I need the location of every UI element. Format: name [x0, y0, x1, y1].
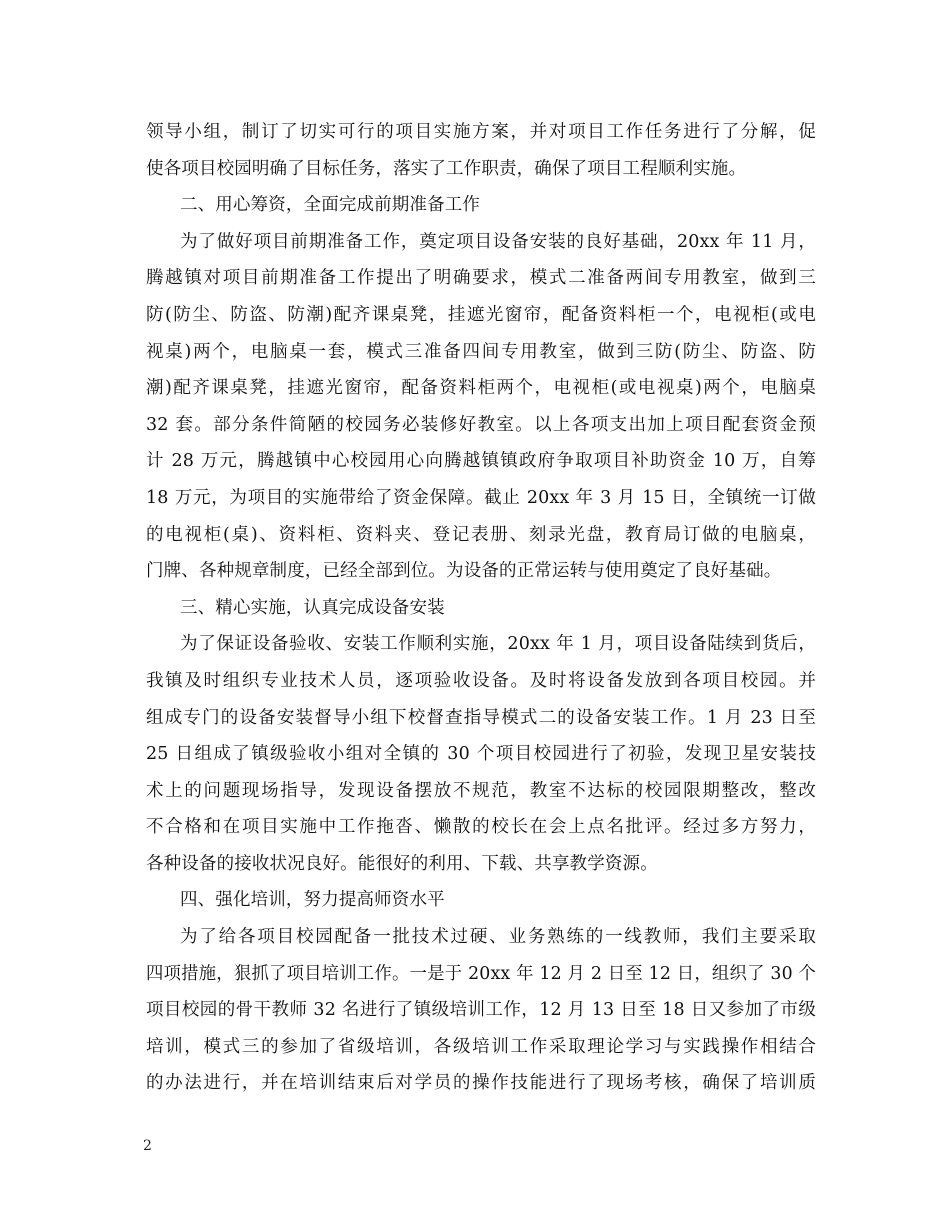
- text-line: 为了做好项目前期准备工作，奠定项目设备安装的良好基础，20xx 年 11 月，: [180, 231, 816, 252]
- text-line: 不合格和在项目实施中工作拖沓、懒散的校长在会上点名批评。经过多方努力，: [146, 817, 816, 838]
- text-line: 四项措施，狠抓了项目培训工作。一是于 20xx 年 12 月 2 日至 12 日，组织了 30 个: [146, 963, 816, 984]
- text-line: 的电视柜(桌)、资料柜、资料夹、登记表册、刻录光盘，教育局订做的电脑桌，: [146, 524, 816, 545]
- text-line: 防(防尘、防盗、防潮)配齐课桌凳，挂遮光窗帘，配备资料柜一个，电视柜(或电: [146, 304, 816, 325]
- text-line: 为了给各项目校园配备一批技术过硬、业务熟练的一线教师，我们主要采取: [180, 927, 816, 948]
- text-line: 培训，模式三的参加了省级培训，各级培训工作采取理论学习与实践操作相结合: [146, 1036, 816, 1057]
- text-line: 三、精心实施，认真完成设备安装: [180, 597, 445, 618]
- text-line: 项目校园的骨干教师 32 名进行了镇级培训工作，12 月 13 日至 18 日又参加了市级: [146, 1000, 816, 1021]
- text-line: 腾越镇对项目前期准备工作提出了明确要求，模式二准备两间专用教室，做到三: [146, 268, 816, 289]
- text-line: 潮)配齐课桌凳，挂遮光窗帘，配备资料柜两个，电视柜(或电视桌)两个，电脑桌: [146, 378, 816, 399]
- text-line: 18 万元，为项目的实施带给了资金保障。截止 20xx 年 3 月 15 日，全镇统一订做: [146, 487, 816, 508]
- text-line: 使各项目校园明确了目标任务，落实了工作职责，确保了项目工程顺利实施。: [146, 158, 747, 179]
- text-line: 领导小组，制订了切实可行的项目实施方案，并对项目工作任务进行了分解，促: [146, 122, 816, 142]
- text-line: 32 套。部分条件简陋的校园务必装修好教室。以上各项支出加上项目配套资金预: [146, 414, 816, 435]
- text-line: 四、强化培训，努力提高师资水平: [180, 890, 445, 911]
- text-line: 的办法进行，并在培训结束后对学员的操作技能进行了现场考核，确保了培训质: [146, 1073, 816, 1094]
- text-line: 组成专门的设备安装督导小组下校督查指导模式二的设备安装工作。1 月 23 日至: [146, 707, 816, 728]
- text-line: 视桌)两个，电脑桌一套，模式三准备四间专用教室，做到三防(防尘、防盗、防: [146, 341, 816, 362]
- text-line: 为了保证设备验收、安装工作顺利实施，20xx 年 1 月，项目设备陆续到货后，: [180, 634, 816, 655]
- text-line: 我镇及时组织专业技术人员，逐项验收设备。及时将设备发放到各项目校园。并: [146, 670, 816, 691]
- text-line: 门牌、各种规章制度，已经全部到位。为设备的正常运转与使用奠定了良好基础。: [146, 561, 782, 582]
- text-line: 计 28 万元，腾越镇中心校园用心向腾越镇镇政府争取项目补助资金 10 万，自筹: [146, 451, 816, 472]
- text-line: 二、用心筹资，全面完成前期准备工作: [180, 195, 481, 216]
- document-body: [146, 114, 816, 1102]
- text-line: 25 日组成了镇级验收小组对全镇的 30 个项目校园进行了初验，发现卫星安装技: [146, 744, 816, 765]
- text-line: 术上的问题现场指导，发现设备摆放不规范，教室不达标的校园限期整改，整改: [146, 780, 816, 801]
- text-line: 各种设备的接收状况良好。能很好的利用、下载、共享教学资源。: [146, 853, 658, 874]
- page-number: 2: [143, 1138, 152, 1154]
